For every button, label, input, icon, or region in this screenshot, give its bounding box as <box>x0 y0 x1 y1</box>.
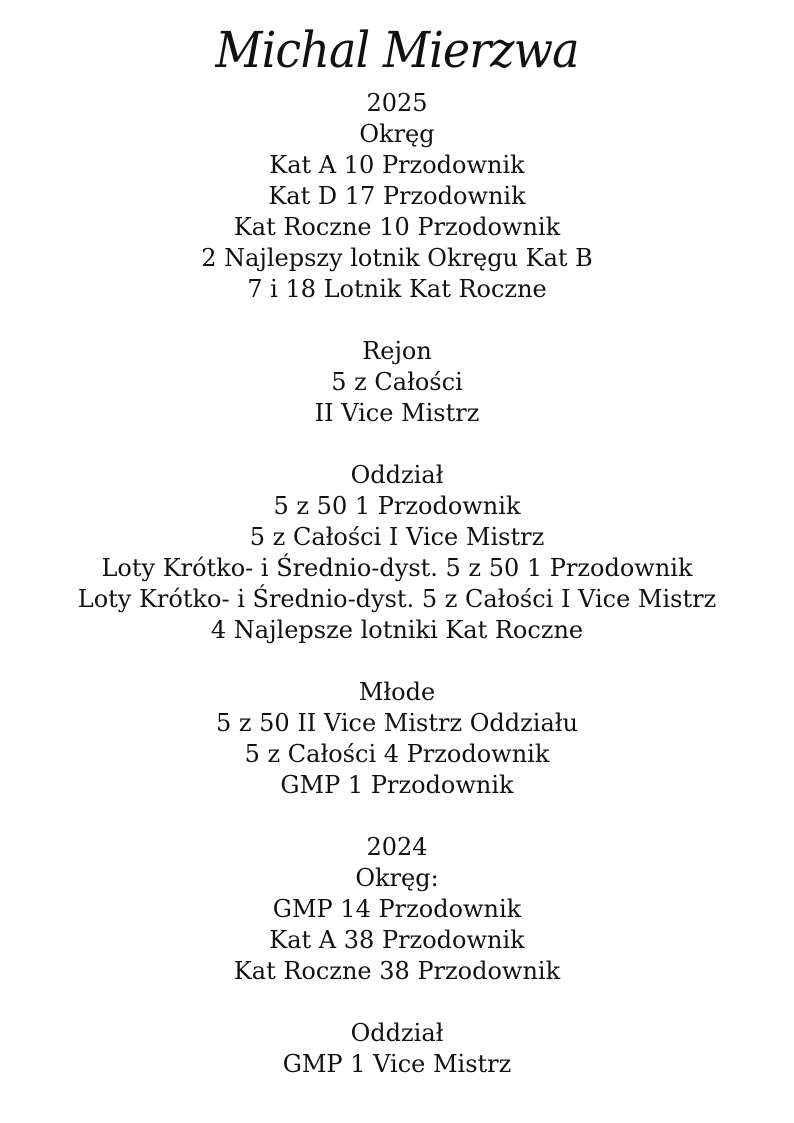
section-heading: 2025 <box>366 89 428 117</box>
achievement-line: Okręg <box>359 120 435 148</box>
section-block <box>0 336 794 429</box>
achievement-line: GMP 1 Przodownik <box>280 771 514 799</box>
achievement-line: 5 z 50 1 Przodownik <box>273 492 521 520</box>
section-heading: Młode <box>358 678 436 706</box>
section-block <box>0 1018 794 1080</box>
section-block <box>0 677 794 801</box>
section-gap <box>0 646 794 677</box>
section-heading: Oddział <box>350 1019 444 1047</box>
section-heading: Oddział <box>350 461 444 489</box>
achievement-line: Loty Krótko- i Średnio-dyst. 5 z 50 1 Przodownik <box>101 554 693 582</box>
achievement-line: 7 i 18 Lotnik Kat Roczne <box>247 275 547 303</box>
section-block <box>0 460 794 646</box>
section-gap <box>0 305 794 336</box>
achievement-line: 2 Najlepszy lotnik Okręgu Kat B <box>201 244 593 272</box>
achievement-line: Okręg: <box>355 864 439 892</box>
section-block <box>0 88 794 305</box>
achievement-line: GMP 1 Vice Mistrz <box>282 1050 512 1078</box>
achievement-line: 4 Najlepsze lotniki Kat Roczne <box>210 616 584 644</box>
achievement-line: 5 z 50 II Vice Mistrz Oddziału <box>215 709 578 737</box>
achievements-list <box>0 88 794 1080</box>
section-heading: Rejon <box>362 337 432 365</box>
achievement-line: 5 z Całości <box>331 368 463 396</box>
achievement-line: Kat Roczne 10 Przodownik <box>233 213 561 241</box>
achievement-line: Kat A 38 Przodownik <box>269 926 525 954</box>
achievement-line: 5 z Całości 4 Przodownik <box>244 740 550 768</box>
section-gap <box>0 429 794 460</box>
section-heading: 2024 <box>366 833 428 861</box>
achievement-line: GMP 14 Przodownik <box>272 895 522 923</box>
section-gap <box>0 801 794 832</box>
achievement-line: Kat D 17 Przodownik <box>268 182 526 210</box>
page-title: Michal Mierzwa <box>215 21 579 79</box>
achievement-line: II Vice Mistrz <box>314 399 480 427</box>
achievement-line: Kat Roczne 38 Przodownik <box>233 957 561 985</box>
achievement-line: Kat A 10 Przodownik <box>269 151 525 179</box>
achievement-line: Loty Krótko- i Średnio-dyst. 5 z Całości I Vice Mistrz <box>77 585 717 613</box>
section-block <box>0 832 794 987</box>
achievement-line: 5 z Całości I Vice Mistrz <box>249 523 545 551</box>
section-gap <box>0 987 794 1018</box>
